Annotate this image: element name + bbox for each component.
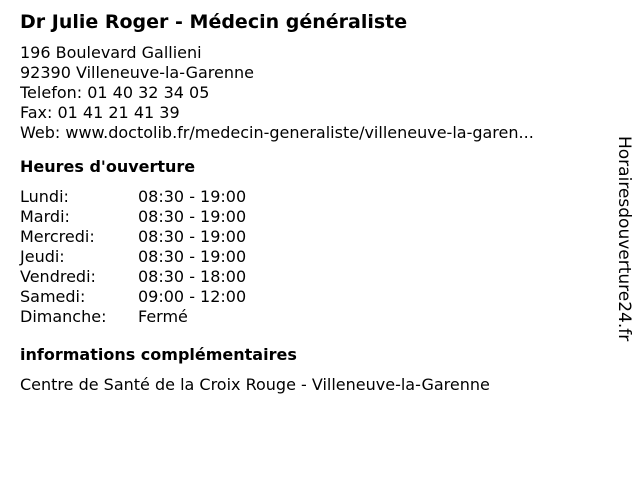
time-value: 08:30 - 19:00 [138,207,247,226]
time-value: 09:00 - 12:00 [138,287,247,306]
time-value: 08:30 - 19:00 [138,227,247,246]
business-card [20,10,600,395]
address-block [20,43,600,143]
website-link[interactable]: Web: www.doctolib.fr/medecin-generaliste/villeneuve-la-garen... [20,123,534,142]
hours-row-tuesday [20,207,600,227]
day-label: Vendredi: [20,267,96,286]
time-value: 08:30 - 19:00 [138,247,247,266]
day-label: Samedi: [20,287,86,306]
time-value: 08:30 - 18:00 [138,267,247,286]
hours-row-friday [20,267,600,287]
day-label: Lundi: [20,187,69,206]
day-label: Mardi: [20,207,70,226]
city-address: 92390 Villeneuve-la-Garenne [20,63,254,82]
page-title: Dr Julie Roger - Médecin généraliste [20,11,408,33]
opening-hours-list [20,187,600,327]
hours-row-sunday [20,307,600,327]
brand-name: Horairesdouverture24.fr [614,136,634,342]
phone-number[interactable]: Telefon: 01 40 32 34 05 [20,83,210,102]
street-address: 196 Boulevard Gallieni [20,43,202,62]
opening-hours-heading: Heures d'ouverture [20,157,196,176]
hours-row-thursday [20,247,600,267]
additional-info-heading: informations complémentaires [20,345,297,364]
additional-info-text: Centre de Santé de la Croix Rouge - Villeneuve-la-Garenne [20,375,490,394]
time-value: 08:30 - 19:00 [138,187,247,206]
day-label: Jeudi: [20,247,65,266]
hours-row-wednesday [20,227,600,247]
time-value: Fermé [138,307,188,326]
day-label: Mercredi: [20,227,95,246]
fax-number: Fax: 01 41 21 41 39 [20,103,180,122]
day-label: Dimanche: [20,307,107,326]
hours-row-monday [20,187,600,207]
brand-watermark [612,136,636,376]
hours-row-saturday [20,287,600,307]
